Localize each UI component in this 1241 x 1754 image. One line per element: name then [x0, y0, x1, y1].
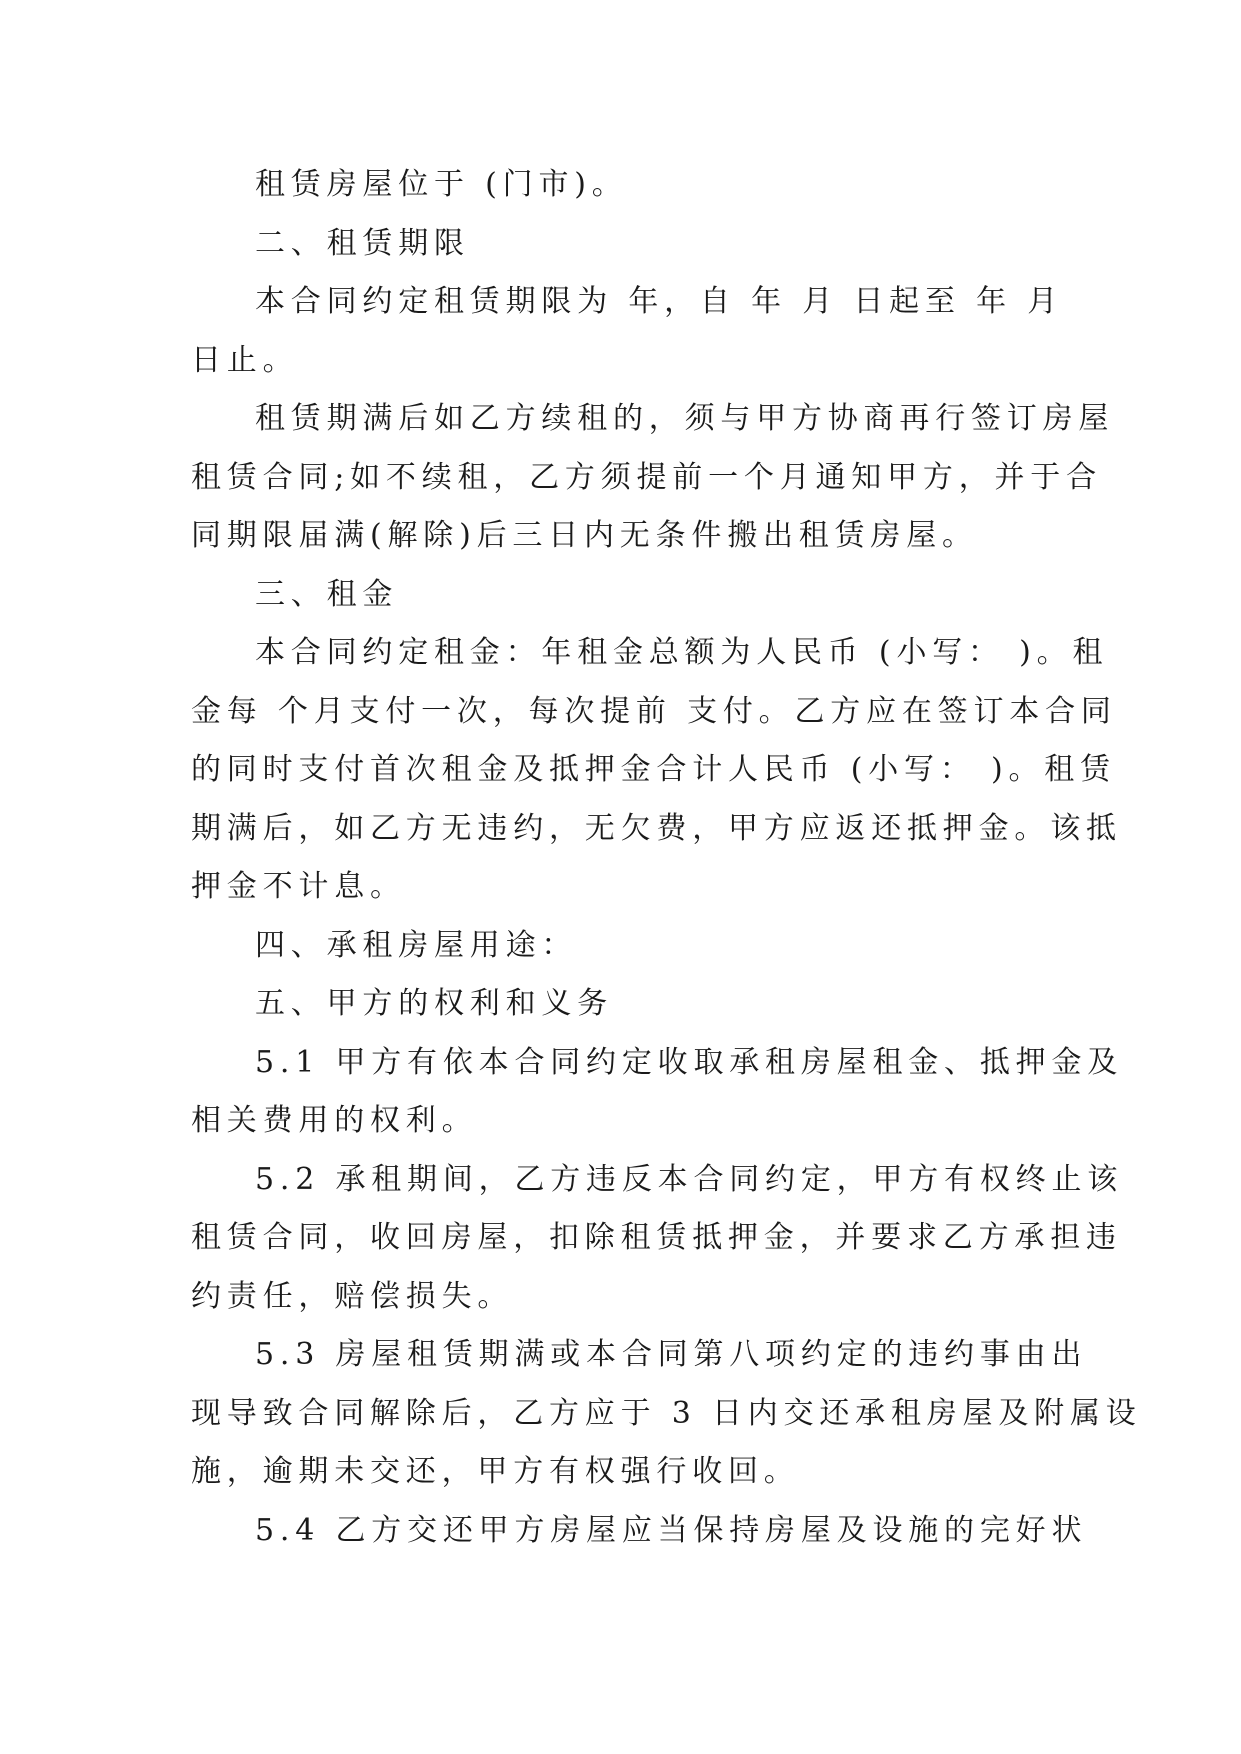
clause-line: 相关费用的权利。: [191, 1103, 478, 1138]
paragraph-line: 押金不计息。: [191, 869, 406, 904]
paragraph-line: 同期限届满(解除)后三日内无条件搬出租赁房屋。: [191, 518, 978, 553]
clause-line: 5.3 房屋租赁期满或本合同第八项约定的违约事由出: [255, 1337, 1088, 1372]
clause-line: 约责任，赔偿损失。: [191, 1278, 514, 1314]
paragraph-line: 金每 个月支付一次，每次提前 支付。乙方应在签订本合同: [191, 693, 1117, 729]
paragraph-line: 日止。: [191, 342, 299, 378]
clause-line: 5.1 甲方有依本合同约定收取承租房屋租金、抵押金及: [255, 1044, 1124, 1080]
clause-line: 现导致合同解除后，乙方应于 3 日内交还承租房屋及附属设: [191, 1395, 1142, 1431]
section-heading: 三、租金: [255, 576, 399, 612]
clause-line: 5.4 乙方交还甲方房屋应当保持房屋及设施的完好状: [255, 1512, 1088, 1548]
section-heading: 四、承租房屋用途：: [255, 927, 578, 963]
clause-line: 5.2 承租期间，乙方违反本合同约定，甲方有权终止该: [255, 1161, 1124, 1197]
paragraph-line: 本合同约定租金：年租金总额为人民币 (小写： )。租: [255, 635, 1109, 670]
paragraph-line: 租赁合同;如不续租，乙方须提前一个月通知甲方，并于合: [191, 459, 1102, 495]
clause-line: 租赁合同，收回房屋，扣除租赁抵押金，并要求乙方承担违: [191, 1220, 1122, 1255]
section-heading: 五、甲方的权利和义务: [255, 986, 613, 1021]
section-heading: 二、租赁期限: [255, 225, 470, 261]
document-body: [191, 156, 1142, 1560]
paragraph-line: 租赁房屋位于 (门市)。: [255, 167, 628, 202]
paragraph-line: 的同时支付首次租金及抵押金合计人民币 (小写： )。租赁: [191, 752, 1116, 787]
clause-line: 施，逾期未交还，甲方有权强行收回。: [191, 1454, 800, 1489]
paragraph-line: 租赁期满后如乙方续租的，须与甲方协商再行签订房屋: [255, 401, 1115, 436]
paragraph-line: 期满后，如乙方无违约，无欠费，甲方应返还抵押金。该抵: [191, 810, 1122, 846]
paragraph-line: 本合同约定租赁期限为 年，自 年 月 日起至 年 月: [255, 284, 1064, 319]
